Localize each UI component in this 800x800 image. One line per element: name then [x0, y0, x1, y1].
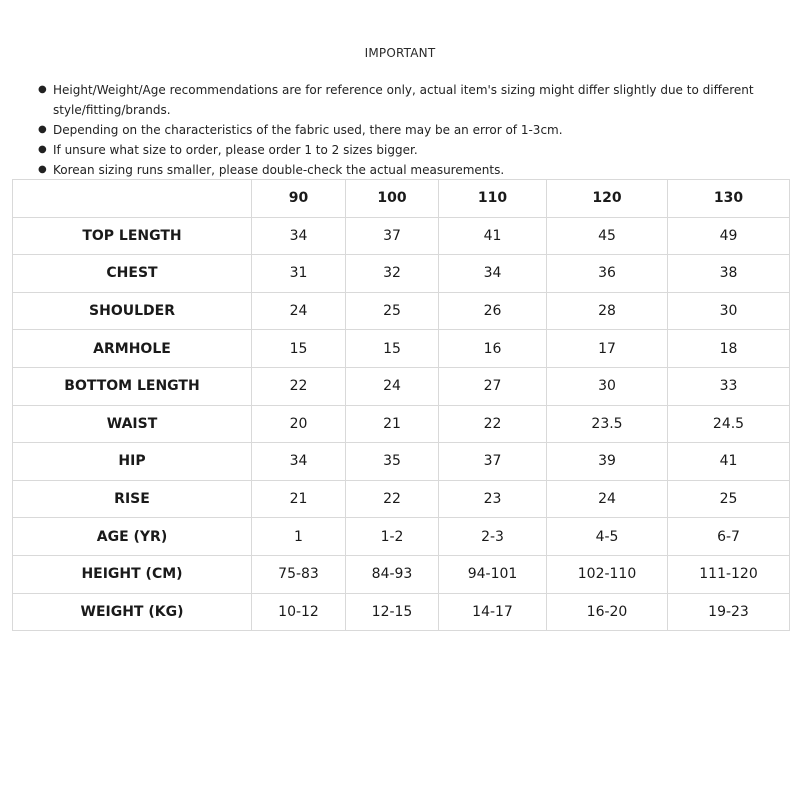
table-cell: 34 [439, 255, 547, 293]
size-header: 110 [439, 180, 547, 218]
table-row [13, 292, 790, 330]
table-row [13, 443, 790, 481]
table-cell: 33 [668, 367, 790, 405]
table-cell: 26 [439, 292, 547, 330]
table-cell: 24 [346, 367, 439, 405]
table-cell: 23.5 [547, 405, 668, 443]
table-cell: 16 [439, 330, 547, 368]
bullet-icon: ● [38, 164, 47, 175]
bullet-icon: ● [38, 84, 47, 95]
table-row [13, 593, 790, 631]
note-text: Depending on the characteristics of the fabric used, there may be an error of 1-3cm. [53, 123, 563, 137]
size-header: 120 [547, 180, 668, 218]
table-cell: 30 [547, 367, 668, 405]
table-cell: 94-101 [439, 555, 547, 593]
row-label: HEIGHT (CM) [13, 555, 252, 593]
table-cell: 75-83 [252, 555, 346, 593]
table-cell: 22 [439, 405, 547, 443]
table-cell: 25 [668, 480, 790, 518]
table-row [13, 217, 790, 255]
table-cell: 19-23 [668, 593, 790, 631]
table-cell: 36 [547, 255, 668, 293]
table-cell: 41 [439, 217, 547, 255]
row-label: HIP [13, 443, 252, 481]
table-cell: 37 [346, 217, 439, 255]
bullet-icon: ● [38, 144, 47, 155]
table-row [13, 518, 790, 556]
table-cell: 21 [252, 480, 346, 518]
table-cell: 35 [346, 443, 439, 481]
table-cell: 6-7 [668, 518, 790, 556]
row-label: BOTTOM LENGTH [13, 367, 252, 405]
table-cell: 25 [346, 292, 439, 330]
size-header: 130 [668, 180, 790, 218]
table-cell: 34 [252, 217, 346, 255]
table-cell: 18 [668, 330, 790, 368]
table-cell: 24 [252, 292, 346, 330]
table-row [13, 405, 790, 443]
row-label: TOP LENGTH [13, 217, 252, 255]
table-cell: 111-120 [668, 555, 790, 593]
table-cell: 10-12 [252, 593, 346, 631]
table-cell: 45 [547, 217, 668, 255]
table-cell: 2-3 [439, 518, 547, 556]
table-cell: 14-17 [439, 593, 547, 631]
table-row [13, 555, 790, 593]
size-chart-table [12, 179, 790, 631]
table-cell: 31 [252, 255, 346, 293]
row-label: WEIGHT (KG) [13, 593, 252, 631]
table-cell: 1 [252, 518, 346, 556]
note-text: If unsure what size to order, please order 1 to 2 sizes bigger. [53, 143, 418, 157]
note-item [38, 80, 758, 120]
row-label: ARMHOLE [13, 330, 252, 368]
table-cell: 37 [439, 443, 547, 481]
table-cell: 20 [252, 405, 346, 443]
table-row [13, 330, 790, 368]
row-label: RISE [13, 480, 252, 518]
table-cell: 22 [346, 480, 439, 518]
table-cell: 24.5 [668, 405, 790, 443]
row-label: SHOULDER [13, 292, 252, 330]
note-text: Korean sizing runs smaller, please double-check the actual measurements. [53, 163, 505, 177]
table-cell: 1-2 [346, 518, 439, 556]
row-label: CHEST [13, 255, 252, 293]
row-label: WAIST [13, 405, 252, 443]
table-corner-cell [13, 180, 252, 218]
table-cell: 4-5 [547, 518, 668, 556]
table-cell: 23 [439, 480, 547, 518]
table-cell: 17 [547, 330, 668, 368]
table-cell: 21 [346, 405, 439, 443]
table-row [13, 480, 790, 518]
table-cell: 22 [252, 367, 346, 405]
table-cell: 41 [668, 443, 790, 481]
size-header: 90 [252, 180, 346, 218]
table-cell: 15 [252, 330, 346, 368]
table-cell: 15 [346, 330, 439, 368]
table-cell: 30 [668, 292, 790, 330]
page-title: IMPORTANT [364, 46, 436, 60]
table-cell: 49 [668, 217, 790, 255]
table-cell: 34 [252, 443, 346, 481]
table-row [13, 255, 790, 293]
table-cell: 32 [346, 255, 439, 293]
notes-list [38, 80, 758, 180]
table-header-row [13, 180, 790, 218]
table-cell: 24 [547, 480, 668, 518]
table-cell: 102-110 [547, 555, 668, 593]
table-cell: 12-15 [346, 593, 439, 631]
note-item [38, 120, 758, 140]
table-cell: 39 [547, 443, 668, 481]
bullet-icon: ● [38, 124, 47, 135]
note-item [38, 140, 758, 160]
note-item [38, 160, 758, 180]
table-cell: 27 [439, 367, 547, 405]
table-row [13, 367, 790, 405]
table-cell: 28 [547, 292, 668, 330]
row-label: AGE (YR) [13, 518, 252, 556]
size-header: 100 [346, 180, 439, 218]
table-cell: 16-20 [547, 593, 668, 631]
note-text: Height/Weight/Age recommendations are for reference only, actual item's sizing might differ slightly due to different style/fitting/brands. [53, 83, 754, 117]
table-cell: 38 [668, 255, 790, 293]
table-cell: 84-93 [346, 555, 439, 593]
